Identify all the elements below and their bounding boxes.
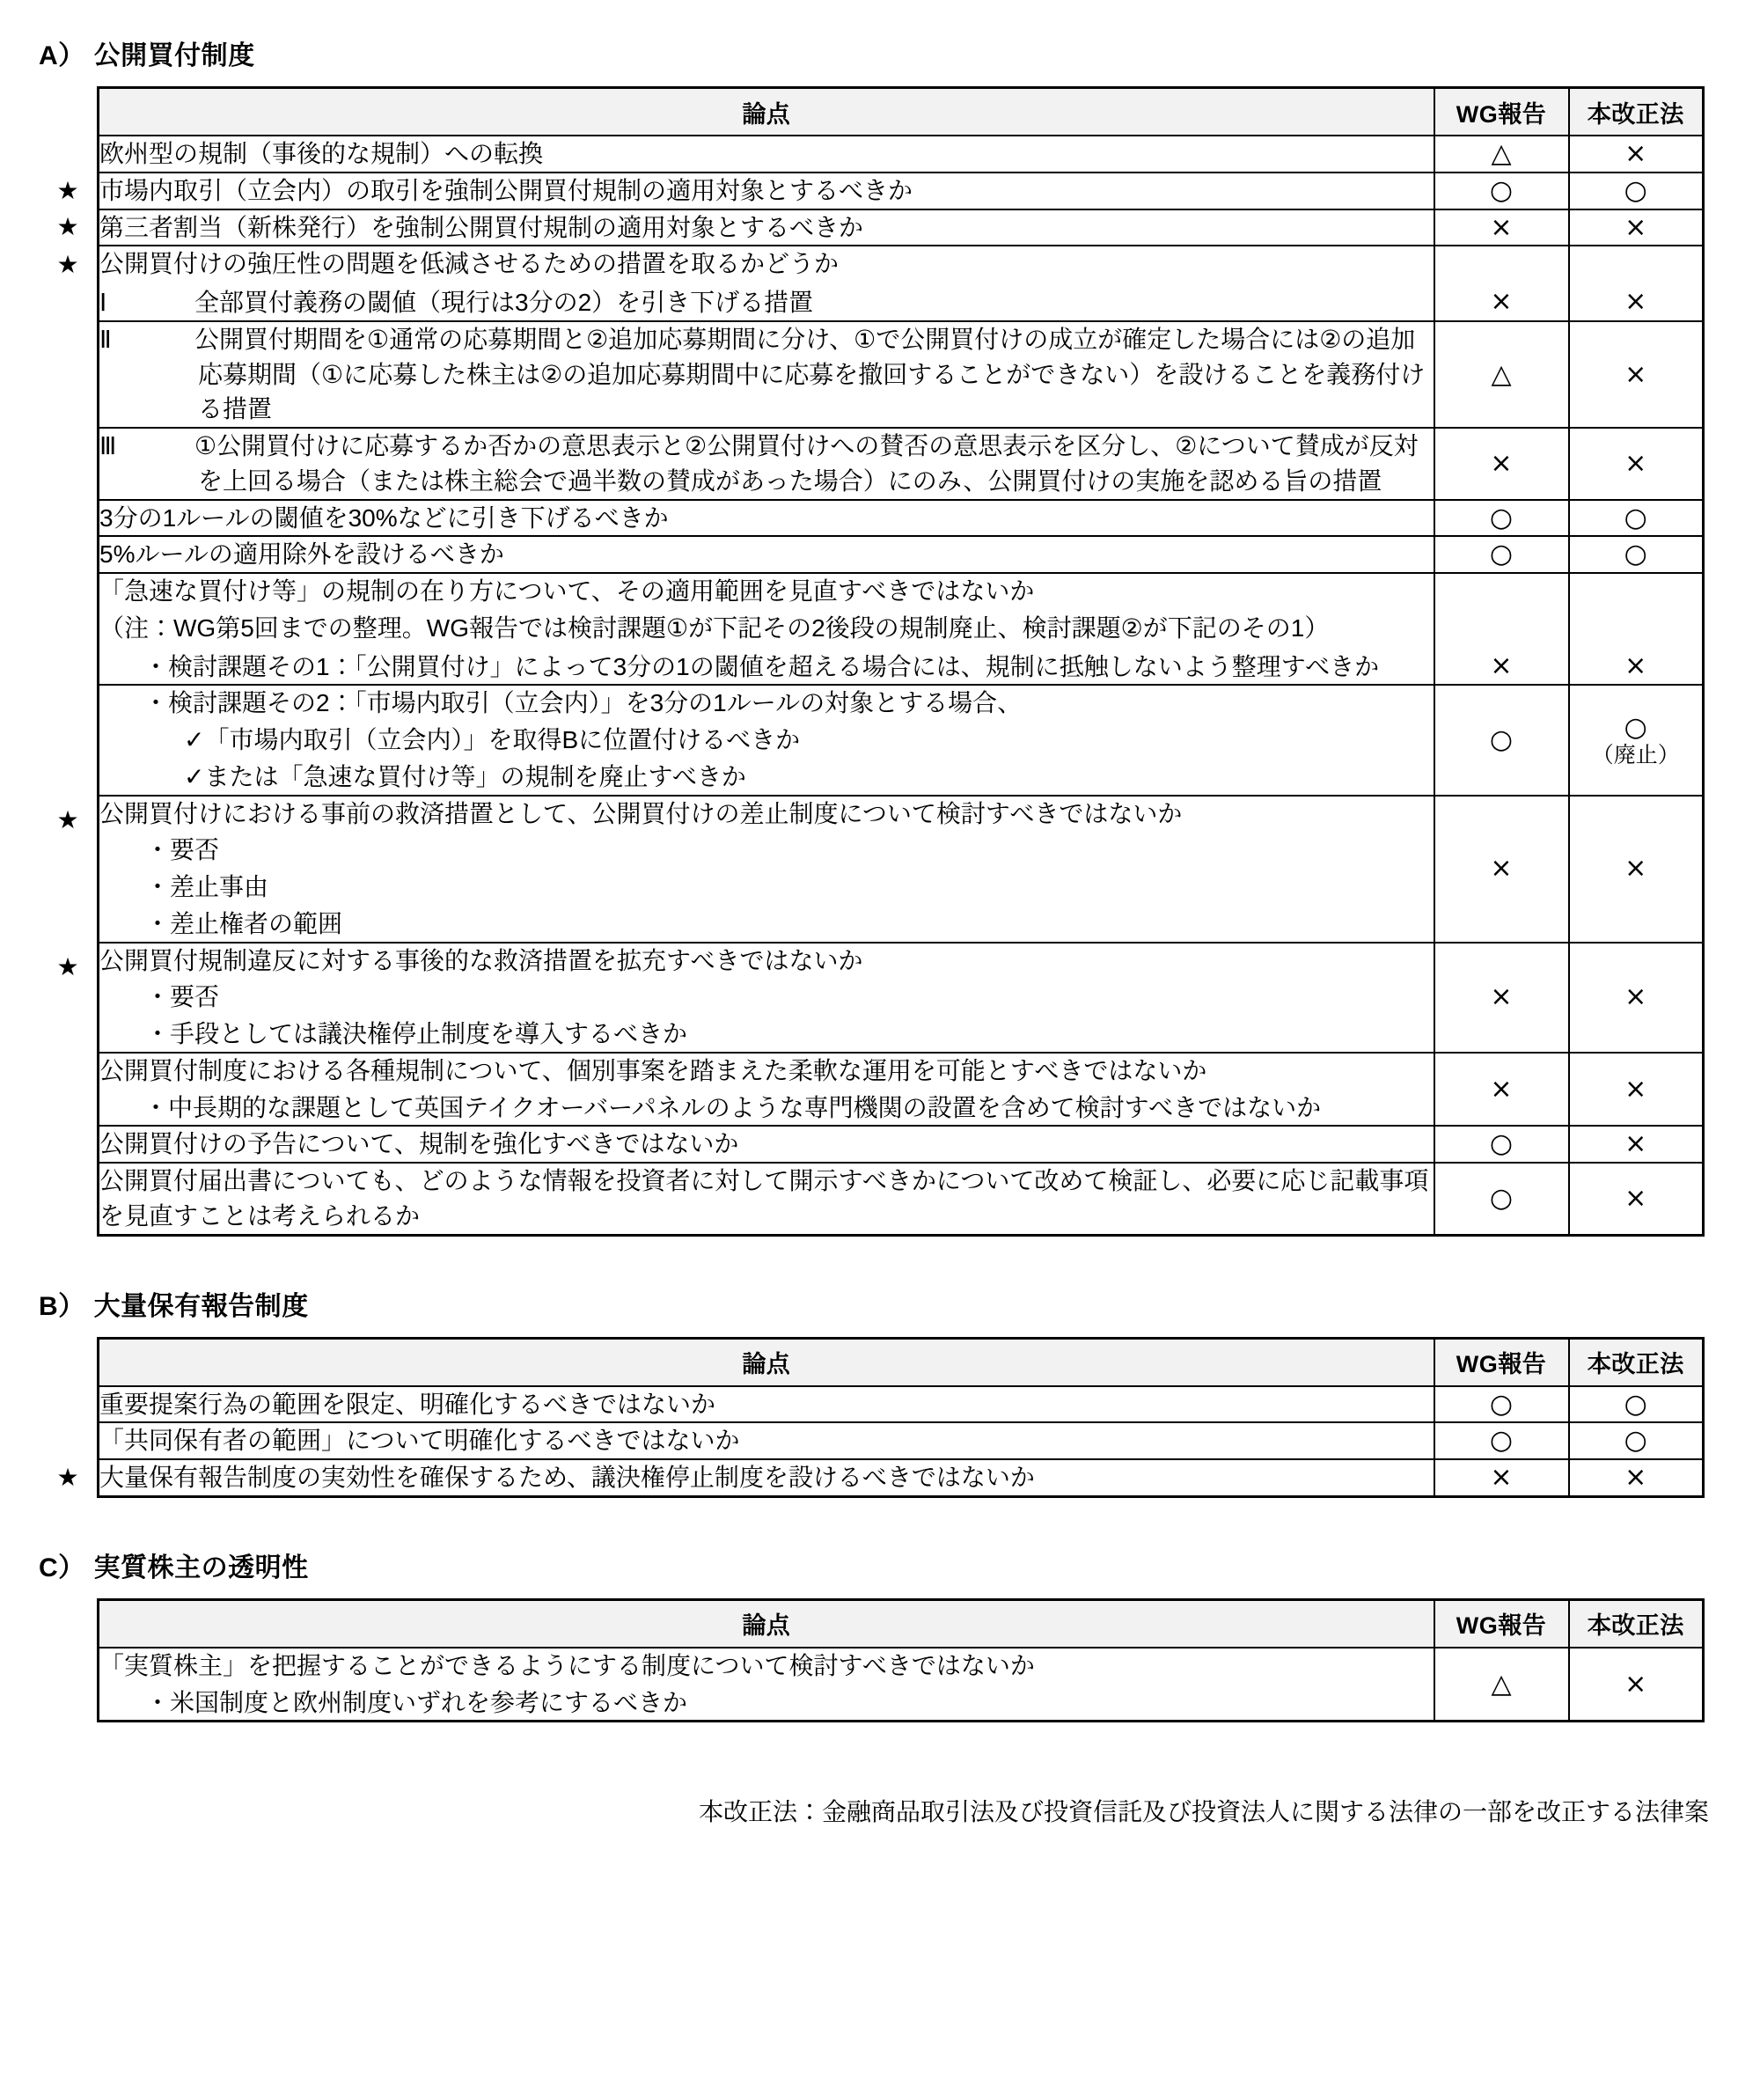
table-row <box>99 796 1704 943</box>
wg-report-mark: △ <box>1434 1648 1569 1722</box>
column-header-issue: 論点 <box>99 1338 1434 1386</box>
sections-container <box>0 40 1760 1770</box>
column-header-amendment-law: 本改正法 <box>1569 1599 1704 1648</box>
issue-line: 欧州型の規制（事後的な規制）への転換 <box>99 140 544 167</box>
roman-numeral: Ⅰ <box>99 289 107 316</box>
issue-line <box>99 429 1434 499</box>
issue-text: 全部買付義務の閾値（現行は3分の2）を引き下げる措置 <box>194 289 814 316</box>
issue-cell <box>99 1386 1434 1423</box>
issue-cell <box>99 246 1434 283</box>
issue-line: 重要提案行為の範囲を限定、明確化するべきではないか <box>99 1390 716 1418</box>
amendment-law-mark: × <box>1569 1648 1704 1722</box>
wg-report-mark: × <box>1434 283 1569 321</box>
issue-line: 「実質株主」を把握することができるようにする制度について検討すべきではないか <box>99 1651 1035 1679</box>
issue-line: 大量保有報告制度の実効性を確保するため、議決権停止制度を設けるべきではないか <box>99 1464 1035 1491</box>
section-title: 大量保有報告制度 <box>93 1291 309 1321</box>
issue-line: 「共同保有者の範囲」について明確化するべきではないか <box>99 1427 740 1455</box>
section-title: 公開買付制度 <box>93 41 255 70</box>
table-row <box>99 648 1704 686</box>
issue-line: ・検討課題その2：「市場内取引（立会内）」を3分の1ルールの対象とする場合、 <box>143 689 1023 717</box>
table-header-row <box>99 1599 1704 1648</box>
table-row <box>99 173 1704 209</box>
issue-line: ・検討課題その1：「公開買付け」によって3分の1の閾値を超える場合には、規制に抵触しないよう整理すべきか <box>143 652 1380 680</box>
wg-report-mark <box>1434 246 1569 283</box>
section-A <box>0 40 1760 1291</box>
issue-cell <box>99 796 1434 943</box>
star-marker: ★ <box>56 250 79 278</box>
column-header-amendment-law: 本改正法 <box>1569 1338 1704 1386</box>
roman-numeral: Ⅲ <box>99 432 117 459</box>
issue-line: 「急速な買付け等」の規制の在り方について、その適用範囲を見直すべきではないか <box>99 577 1035 605</box>
wg-report-mark: × <box>1434 428 1569 500</box>
issue-cell <box>99 321 1434 428</box>
issue-text: 公開買付期間を①通常の応募期間と②追加応募期間に分け、①で公開買付けの成立が確定した場合には②の追加応募期間（①に応募した株主は②の追加応募期間中に応募を撤回することができない）を設けることを義務付ける措置 <box>194 325 1426 423</box>
issues-table <box>97 86 1705 1237</box>
table-row <box>99 246 1704 283</box>
table-row <box>99 1386 1704 1423</box>
issue-line: 公開買付けの予告について、規制を強化すべきではないか <box>99 1130 739 1158</box>
column-header-wg-report: WG報告 <box>1434 1338 1569 1386</box>
issue-line: 第三者割当（新株発行）を強制公開買付規制の適用対象とするべきか <box>99 213 864 241</box>
section-letter: A） <box>39 41 85 70</box>
table-row <box>99 1126 1704 1163</box>
issue-line: 市場内取引（立会内）の取引を強制公開買付規制の適用対象とするべきか <box>99 176 913 204</box>
issue-line <box>99 285 1434 320</box>
column-header-issue: 論点 <box>99 88 1434 136</box>
issue-line: 公開買付規制違反に対する事後的な救済措置を拡充すべきではないか <box>99 946 863 974</box>
table-row <box>99 1459 1704 1496</box>
amendment-law-mark: ○ <box>1569 1422 1704 1459</box>
amendment-law-mark: × <box>1569 321 1704 428</box>
column-header-wg-report: WG報告 <box>1434 1599 1569 1648</box>
issue-cell <box>99 428 1434 500</box>
table-block <box>0 86 1760 1237</box>
issue-line: ✓「市場内取引（立会内）」を取得Bに位置付けるべきか <box>184 726 801 753</box>
wg-report-mark: ○ <box>1434 685 1569 795</box>
issue-cell <box>99 648 1434 686</box>
issue-cell <box>99 1163 1434 1235</box>
issue-cell <box>99 500 1434 537</box>
wg-report-mark: ○ <box>1434 1422 1569 1459</box>
issue-line: 公開買付けの強圧性の問題を低減させるための措置を取るかどうか <box>99 250 840 278</box>
section-heading <box>0 1553 1760 1584</box>
issue-line: ・差止権者の範囲 <box>145 909 343 937</box>
issue-cell <box>99 1648 1434 1722</box>
amendment-law-mark: ○ <box>1569 536 1704 573</box>
amendment-law-mark: × <box>1569 209 1704 246</box>
wg-report-mark: ○ <box>1434 173 1569 209</box>
amendment-law-mark: × <box>1569 1163 1704 1235</box>
section-letter: B） <box>39 1291 85 1321</box>
section-heading <box>0 1291 1760 1323</box>
star-gutter <box>39 1337 97 1498</box>
amendment-law-mark <box>1569 685 1704 795</box>
wg-report-mark: × <box>1434 1053 1569 1127</box>
issue-line: 5%ルールの適用除外を設けるべきか <box>99 540 504 569</box>
table-row <box>99 536 1704 573</box>
issue-line: ・要否 <box>145 836 220 864</box>
amendment-law-mark: × <box>1569 648 1704 686</box>
table-row <box>99 1422 1704 1459</box>
issue-line: ✓または「急速な買付け等」の規制を廃止すべきか <box>184 762 746 790</box>
issue-text: ①公開買付けに応募するか否かの意思表示と②公開買付けへの賛否の意思表示を区分し、②について賛成が反対を上回る場合（または株主総会で過半数の賛成があった場合）にのみ、公開買付けの実施を認める旨の措置 <box>194 432 1419 495</box>
column-header-amendment-law: 本改正法 <box>1569 88 1704 136</box>
table-row <box>99 283 1704 321</box>
star-marker: ★ <box>56 952 79 980</box>
issue-cell <box>99 943 1434 1053</box>
amendment-law-mark <box>1569 573 1704 648</box>
issue-cell <box>99 209 1434 246</box>
table-row <box>99 1648 1704 1722</box>
table-block <box>0 1598 1760 1723</box>
amendment-law-mark <box>1569 246 1704 283</box>
star-marker: ★ <box>56 213 79 241</box>
wg-report-mark: × <box>1434 796 1569 943</box>
wg-report-mark: × <box>1434 648 1569 686</box>
issue-cell <box>99 1459 1434 1496</box>
wg-report-mark: △ <box>1434 136 1569 173</box>
star-marker: ★ <box>56 1464 79 1492</box>
wg-report-mark: × <box>1434 209 1569 246</box>
amendment-law-mark-glyph: ○ <box>1624 711 1647 743</box>
amendment-law-mark: × <box>1569 1053 1704 1127</box>
wg-report-mark <box>1434 573 1569 648</box>
section-gap <box>0 1722 1760 1770</box>
star-marker: ★ <box>56 176 79 204</box>
section-B <box>0 1291 1760 1553</box>
wg-report-mark: ○ <box>1434 500 1569 537</box>
table-row <box>99 1163 1704 1235</box>
issue-cell <box>99 536 1434 573</box>
issue-line: 公開買付届出書についても、どのような情報を投資者に対して開示すべきかについて改めて検証し、必要に応じ記載事項を見直すことは考えられるか <box>99 1167 1429 1230</box>
table-row <box>99 943 1704 1053</box>
section-title: 実質株主の透明性 <box>93 1553 309 1582</box>
amendment-law-mark-note: （廃止） <box>1591 743 1680 767</box>
issue-cell <box>99 136 1434 173</box>
issue-line: ・米国制度と欧州制度いずれを参考にするべきか <box>145 1688 688 1716</box>
amendment-law-mark: × <box>1569 1459 1704 1496</box>
issue-cell <box>99 283 1434 321</box>
column-header-issue: 論点 <box>99 1599 1434 1648</box>
wg-report-mark: ○ <box>1434 536 1569 573</box>
table-header-row <box>99 1338 1704 1386</box>
amendment-law-mark: ○ <box>1569 1386 1704 1423</box>
amendment-law-mark: × <box>1569 283 1704 321</box>
amendment-law-mark: × <box>1569 136 1704 173</box>
roman-numeral: Ⅱ <box>99 325 112 353</box>
wg-report-mark: ○ <box>1434 1386 1569 1423</box>
table-row <box>99 685 1704 795</box>
amendment-law-mark: × <box>1569 943 1704 1053</box>
amendment-law-mark: × <box>1569 428 1704 500</box>
table-row <box>99 321 1704 428</box>
section-gap <box>0 1498 1760 1553</box>
section-letter: C） <box>39 1553 85 1582</box>
amendment-law-mark: × <box>1569 796 1704 943</box>
wg-report-mark: ○ <box>1434 1126 1569 1163</box>
amendment-law-mark: × <box>1569 1126 1704 1163</box>
issue-line: ・差止事由 <box>145 873 269 900</box>
issue-cell <box>99 573 1434 648</box>
section-gap <box>0 1237 1760 1291</box>
issues-table <box>97 1337 1705 1498</box>
table-header-row <box>99 88 1704 136</box>
issues-table <box>97 1598 1705 1723</box>
section-C <box>0 1553 1760 1771</box>
footer-note: 本改正法：金融商品取引法及び投資信託及び投資法人に関する法律の一部を改正する法律案 <box>698 1798 1709 1826</box>
table-row <box>99 573 1704 648</box>
amendment-law-mark: ○ <box>1569 500 1704 537</box>
column-header-wg-report: WG報告 <box>1434 88 1569 136</box>
star-marker: ★ <box>56 805 79 833</box>
issue-cell <box>99 1126 1434 1163</box>
issue-line: 公開買付けにおける事前の救済措置として、公開買付けの差止制度について検討すべきではないか <box>99 799 1183 827</box>
table-row <box>99 500 1704 537</box>
amendment-law-mark: ○ <box>1569 173 1704 209</box>
wg-report-mark: × <box>1434 1459 1569 1496</box>
wg-report-mark: × <box>1434 943 1569 1053</box>
wg-report-mark: ○ <box>1434 1163 1569 1235</box>
star-gutter <box>39 1598 97 1723</box>
issue-line: ・手段としては議決権停止制度を導入するべきか <box>145 1020 688 1047</box>
table-block <box>0 1337 1760 1498</box>
section-heading <box>0 40 1760 72</box>
issue-line: ・中長期的な課題として英国テイクオーバーパネルのような専門機関の設置を含めて検討すべきではないか <box>143 1093 1322 1121</box>
issue-line: （注：WG第5回までの整理。WG報告では検討課題①が下記その2後段の規制廃止、検討課題②が下記のその1） <box>99 613 1330 642</box>
table-row <box>99 136 1704 173</box>
issue-cell <box>99 685 1434 795</box>
issue-line: 公開買付制度における各種規制について、個別事案を踏まえた柔軟な運用を可能とすべきではないか <box>99 1056 1207 1084</box>
issue-line: ・要否 <box>145 983 220 1011</box>
issue-line <box>99 322 1434 427</box>
issue-cell <box>99 1053 1434 1127</box>
issue-line: 3分の1ルールの閾値を30%などに引き下げるべきか <box>99 503 669 532</box>
table-row <box>99 428 1704 500</box>
table-row <box>99 1053 1704 1127</box>
wg-report-mark: △ <box>1434 321 1569 428</box>
issue-cell <box>99 1422 1434 1459</box>
issue-cell <box>99 173 1434 209</box>
star-gutter <box>39 86 97 1237</box>
table-row <box>99 209 1704 246</box>
